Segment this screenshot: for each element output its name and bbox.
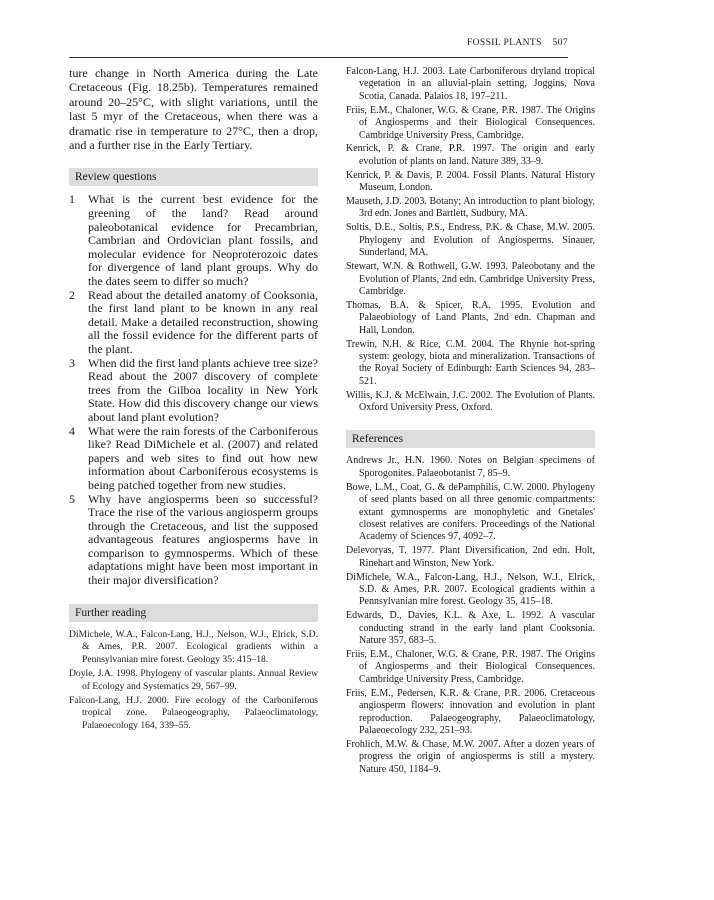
question-text: What were the rain forests of the Carboniferous like? Read DiMichele et al. (2007) and related papers and web sites to find out how new information about Carboniferous ecosystems is being patched together from new studies. xyxy=(88,423,318,492)
further-reading-heading: Further reading xyxy=(69,604,318,622)
running-title: FOSSIL PLANTS xyxy=(466,38,542,48)
reference-entry: DiMichele, W.A., Falcon-Lang, H.J., Nelson, W.J., Elrick, S.D. & Ames, P.R. 2007. Ecological gradients within a Pennsylvanian mire forest. Geology 35: 415–18. xyxy=(69,628,318,665)
reference-entry: Thomas, B.A. & Spicer, R.A. 1995. Evolution and Palaeobiology of Land Plants, 2nd edn. Chapman and Hall, London. xyxy=(346,299,595,336)
question-text: Read about the detailed anatomy of Cooksonia, the first land plant to be known in any real detail. Make a detailed reconstruction, showing all the fossil evidence for the different parts of the plant. xyxy=(88,287,318,356)
question-item xyxy=(69,193,318,288)
question-item xyxy=(69,289,318,357)
question-text: What is the current best evidence for the greening of the land? Read around paleobotanical evidence for Precambrian, Cambrian and Ordovician plant fossils, and molecular evidence for Neoproterozoic dates for divergence of land plant groups. Why do the dates seem to differ so much? xyxy=(88,192,318,288)
question-text: When did the first land plants achieve tree size? Read about the 2007 discovery of complete trees from the Gilboa locality in New York State. How did this discovery change our views about land plant evolution? xyxy=(88,355,318,424)
reference-entry: Delevoryas, T. 1977. Plant Diversification, 2nd edn. Holt, Rinehart and Winston, New York. xyxy=(346,545,595,569)
reference-entry: Friis, E.M., Chaloner, W.G. & Crane, P.R. 1987. The Origins of Angiosperms and their Biological Consequences. Cambridge University Press, Cambridge. xyxy=(346,649,595,685)
references-list xyxy=(346,455,595,776)
question-item xyxy=(69,357,318,425)
reference-entry: Edwards, D., Davies, K.L. & Axe, L. 1992. A vascular conducting strand in the early land plant Cooksonia. Nature 357, 683–5. xyxy=(346,610,595,647)
reference-entry: Falcon-Lang, H.J. 2003. Late Carboniferous dryland tropical vegetation in an alluvial-plain setting, Joggins, Nova Scotia, Canada. Palaios 18, 197–211. xyxy=(346,66,595,102)
further-reading-list-continued xyxy=(346,66,595,414)
reference-entry: Doyle, J.A. 1998. Phylogeny of vascular plants. Annual Review of Ecology and Systematics 29, 567–99. xyxy=(69,667,318,692)
question-item xyxy=(69,425,318,493)
reference-entry: Friis, E.M., Chaloner, W.G. & Crane, P.R. 1987. The Origins of Angiosperms and their Biological Consequences. Cambridge University Press, Cambridge. xyxy=(346,104,595,141)
question-number: 5 xyxy=(69,491,75,506)
reference-entry: Willis, K.J. & McElwain, J.C. 2002. The Evolution of Plants. Oxford University Press, Oxford. xyxy=(346,389,595,414)
question-number: 3 xyxy=(69,355,75,370)
question-item xyxy=(69,493,318,588)
reference-entry: Trewin, N.H. & Rice, C.M. 2004. The Rhynie hot-spring system: geology, biota and mineralization. Transactions of the Royal Society of Edinburgh: Earth Sciences 94, 283–521. xyxy=(346,338,595,387)
reference-entry: Kenrick, P. & Davis, P. 2004. Fossil Plants. Natural History Museum, London. xyxy=(346,169,595,194)
reference-entry: Falcon-Lang, H.J. 2000. Fire ecology of the Carboniferous tropical zone. Palaeogeography, Palaeoclimatology, Palaeoecology 164, 339–55. xyxy=(69,694,318,731)
reference-entry: Mauseth, J.D. 2003. Botany; An introduction to plant biology, 3rd edn. Jones and Bartlett, Sudbury, MA. xyxy=(346,196,595,220)
reference-entry: Kenrick, P. & Crane, P.R. 1997. The origin and early evolution of plants on land. Nature 389, 33–9. xyxy=(346,143,595,167)
page-number: 507 xyxy=(552,38,568,48)
question-number: 1 xyxy=(69,192,75,207)
question-text: Why have angiosperms been so successful? Trace the rise of the various angiosperm groups through the Cretaceous, and list the supposed advantageous features angiosperms have in comparison to gymnosperms. Which of these adaptations might have been most important in their major diversification? xyxy=(88,491,318,588)
reference-entry: Soltis, D.E., Soltis, P.S., Endress, P.K. & Chase, M.W. 2005. Phylogeny and Evolution of Angiosperms. Sinauer, Sunderland, MA. xyxy=(346,222,595,259)
reference-entry: Stewart, W.N. & Rothwell, G.W. 1993. Paleobotany and the Evolution of Plants, 2nd edn. Cambridge University Press, Cambridge. xyxy=(346,261,595,297)
review-questions-heading: Review questions xyxy=(69,168,318,186)
left-column xyxy=(69,66,318,734)
references-heading: References xyxy=(346,430,595,448)
question-number: 2 xyxy=(69,287,75,302)
running-header xyxy=(69,38,568,48)
reference-entry: Bowe, L.M., Coat, G. & dePamphilis, C.W. 2000. Phylogeny of seed plants based on all three genomic compartments: extant gymnosperms are monophyletic and Gnetales' closest relatives are conifers. Proceedings of the National Academy of Sciences 97, 4092–7. xyxy=(346,481,595,543)
right-column xyxy=(346,66,595,778)
further-reading-list xyxy=(69,629,318,733)
reference-entry: DiMichele, W.A., Falcon-Lang, H.J., Nelson, W.J., Elrick, S.D. & Ames, P.R. 2007. Ecological gradients within a Pennsylvanian mire forest. Geology 35, 415–18. xyxy=(346,571,595,608)
reference-entry: Andrews Jr., H.N. 1960. Notes on Belgian specimens of Sporogonites. Palaeobotanist 7, 85–9. xyxy=(346,455,595,479)
intro-paragraph: ture change in North America during the Late Cretaceous (Fig. 18.25b). Temperatures remained around 20–25°C, with slight variations, until the last 5 myr of the Cretaceous, when there was a dramatic rise in temperature to 27°C, then a drop, and a further rise in the Early Tertiary. xyxy=(69,66,318,153)
question-number: 4 xyxy=(69,423,75,438)
reference-entry: Frohlich, M.W. & Chase, M.W. 2007. After a dozen years of progress the origin of angiosperms is still a mystery. Nature 450, 1184–9. xyxy=(346,738,595,775)
review-questions-list xyxy=(69,193,318,587)
reference-entry: Friis, E.M., Pedersen, K.R. & Crane, P.R. 2006. Cretaceous angiosperm flowers: innovation and evolution in plant reproduction. Palaeogeography, Palaeoclimatology, Palaeoecology 232, 251–93. xyxy=(346,687,595,736)
header-rule xyxy=(69,57,568,58)
